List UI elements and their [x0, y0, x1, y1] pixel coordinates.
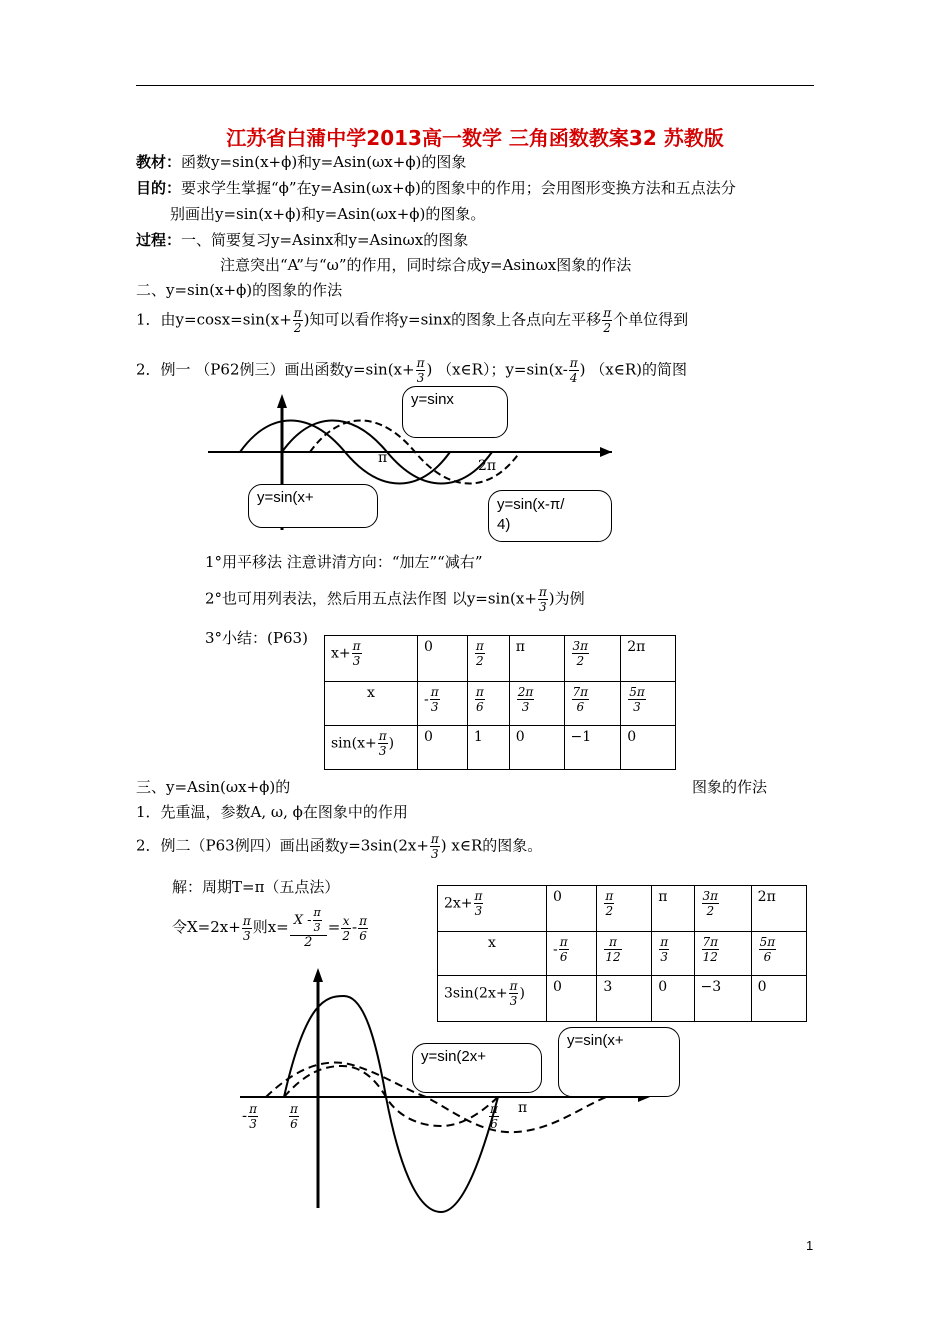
tick-2pi: 2π — [478, 458, 497, 474]
section3-item2: 2．例二（P63例四）画出函数y=3sin(2x+ $\frac{\pi}{3}$ ) x∈R的图象。 — [136, 832, 543, 861]
section2-item1 — [136, 306, 688, 335]
section3-heading-a: 三、y=Asin(ωx+ϕ)的 — [136, 778, 291, 796]
note-five-point — [205, 585, 585, 614]
table-cell: 0 — [547, 976, 597, 1022]
table-cell: 0 — [547, 886, 597, 932]
goal-label: 目的： — [136, 179, 182, 197]
table-cell: $\frac{5\pi}{3}$ — [621, 682, 676, 726]
y-axis-arrow — [313, 968, 323, 982]
item2-text-b: ) （x∈R）；y=sin(x- — [426, 360, 568, 379]
callout-sin-x-minus — [488, 490, 612, 542]
row-label: sin(x+ $\frac{\pi}{3}$ ) — [325, 726, 418, 770]
fraction-pi-over-4: $\frac{\pi}{4}$ — [569, 356, 578, 385]
table-cell: $\frac{7\pi}{6}$ — [564, 682, 621, 726]
row-label: x — [438, 932, 547, 976]
process-text-2: 注意突出“A”与“ω”的作用，同时综合成y=Asinωx图象的作法 — [220, 256, 632, 274]
process-label: 过程： — [136, 231, 182, 249]
goal-text-2: 别画出y=sin(x+ϕ)和y=Asin(ωx+ϕ)的图象。 — [170, 205, 486, 223]
page-number: 1 — [806, 1238, 814, 1253]
note-summary: 3°小结：(P63) — [205, 629, 308, 647]
item1-text-b: )知可以看作将y=sinx的图象上各点向左平移 — [303, 310, 602, 329]
fraction-pi-over-3: $\frac{\pi}{3}$ — [538, 585, 547, 614]
callout-sin-x-text: y=sin(x+ — [567, 1032, 624, 1049]
section2-item2 — [136, 356, 687, 385]
table-cell: $\frac{2\pi}{3}$ — [509, 682, 564, 726]
table-row — [325, 636, 676, 682]
table-cell: π — [652, 886, 694, 932]
table-cell: $\frac{\pi}{3}$ — [652, 932, 694, 976]
note-five-point-a: 2°也可用列表法，然后用五点法作图 以y=sin(x+ — [205, 589, 537, 608]
item1-text-a: 1．由y=cosx=sin(x+ — [136, 310, 292, 329]
document-title: 江苏省白蒲中学2013高一数学 三角函数教案32 苏教版 — [226, 126, 724, 150]
callout-sin-x-plus — [248, 484, 378, 528]
callout-sin-x — [558, 1027, 680, 1097]
section2-heading: 二、y=sin(x+ϕ)的图象的作法 — [136, 281, 343, 299]
note-five-point-b: )为例 — [548, 589, 585, 608]
table-cell: $\frac{5\pi}{6}$ — [751, 932, 806, 976]
table-cell: π — [509, 636, 564, 682]
row-label: x+ $\frac{\pi}{3}$ — [325, 636, 418, 682]
table-cell: - $\frac{\pi}{3}$ — [418, 682, 468, 726]
goal-line — [136, 177, 736, 198]
callout-sin-2x — [412, 1043, 542, 1093]
y-axis-arrow — [277, 394, 287, 408]
substitution-line: 令X=2x+ $\frac{\pi}{3}$ 则x= X - $\frac{\pi}{3}$ 2 = $\frac{x}{2}$ - $\frac{\pi}{6}$ — [172, 906, 367, 950]
table-cell: $\frac{3\pi}{2}$ — [564, 636, 621, 682]
callout-sin-x-minus-line2: 4) — [497, 516, 511, 533]
table-cell: $\frac{\pi}{6}$ — [467, 682, 509, 726]
tick-pi: π — [378, 450, 388, 466]
section3-item2-a: 2．例二（P63例四）画出函数y=3sin(2x+ — [136, 836, 429, 855]
row-label: 3sin(2x+ $\frac{\pi}{3}$ ) — [438, 976, 547, 1022]
table-cell: 0 — [751, 976, 806, 1022]
table-cell: $\frac{\pi}{2}$ — [467, 636, 509, 682]
table-cell: −1 — [564, 726, 621, 770]
table-cell: 1 — [467, 726, 509, 770]
note-translation: 1°用平移法 注意讲清方向：“加左”“减右” — [205, 553, 483, 571]
callout-sin-2x-text: y=sin(2x+ — [421, 1048, 487, 1065]
section3-item2-b: ) x∈R的图象。 — [440, 836, 543, 855]
tick-pi-over-6: $\frac{\pi}{6}$ — [490, 1102, 498, 1131]
callout-sinx-text: y=sinx — [411, 391, 454, 408]
item1-text-c: 个单位得到 — [613, 310, 689, 329]
header-rule — [136, 85, 814, 86]
table-row — [325, 726, 676, 770]
table-cell: 2π — [621, 636, 676, 682]
callout-sin-x-minus-line1: y=sin(x-π/ — [497, 496, 565, 513]
material-label: 教材： — [136, 153, 182, 171]
table-cell: - $\frac{\pi}{6}$ — [547, 932, 597, 976]
callout-sinx — [402, 386, 508, 438]
table-cell: 0 — [652, 976, 694, 1022]
item2-text-a: 2．例一 （P62例三）画出函数y=sin(x+ — [136, 360, 415, 379]
process-text: 一、简要复习y=Asinx和y=Asinωx的图象 — [181, 231, 469, 249]
table-cell: 0 — [621, 726, 676, 770]
table-cell: 3 — [597, 976, 652, 1022]
tick-pi: π — [518, 1100, 528, 1116]
table-cell: $\frac{\pi}{12}$ — [597, 932, 652, 976]
tick-neg-pi-over-6: $\frac{\pi}{6}$ — [290, 1102, 298, 1131]
section3-heading-b: 图象的作法 — [692, 778, 768, 796]
table-cell: $\frac{3\pi}{2}$ — [694, 886, 751, 932]
section3-item1: 1．先重温，参数A, ω, ϕ在图象中的作用 — [136, 803, 408, 821]
process-line — [136, 229, 468, 250]
table-five-point-1 — [324, 635, 676, 770]
table-cell: $\frac{\pi}{2}$ — [597, 886, 652, 932]
table-cell: 0 — [418, 726, 468, 770]
fraction-pi-over-3: $\frac{\pi}{3}$ — [416, 356, 425, 385]
table-cell: $\frac{7\pi}{12}$ — [694, 932, 751, 976]
table-row — [438, 886, 807, 932]
material-text: 函数y=sin(x+ϕ)和y=Asin(ωx+ϕ)的图象 — [181, 153, 467, 171]
row-label: 2x+ $\frac{\pi}{3}$ — [438, 886, 547, 932]
solution-line: 解：周期T=π（五点法） — [172, 878, 340, 896]
material-line — [136, 151, 466, 172]
tick-neg-pi-over-3: - $\frac{\pi}{3}$ — [242, 1102, 257, 1131]
fraction-pi-over-2: $\frac{\pi}{2}$ — [293, 306, 302, 335]
table-cell: 2π — [751, 886, 806, 932]
table-cell: 0 — [509, 726, 564, 770]
goal-text: 要求学生掌握“ϕ”在y=Asin(ωx+ϕ)的图象中的作用；会用图形变换方法和五点法分 — [181, 179, 736, 197]
fraction-pi-over-2: $\frac{\pi}{2}$ — [603, 306, 612, 335]
table-cell: 0 — [418, 636, 468, 682]
callout-sin-x-plus-text: y=sin(x+ — [257, 489, 314, 506]
row-label: x — [325, 682, 418, 726]
x-axis-arrow — [600, 447, 612, 457]
item2-text-c: ) （x∈R)的简图 — [579, 360, 687, 379]
table-row — [325, 682, 676, 726]
table-cell: −3 — [694, 976, 751, 1022]
